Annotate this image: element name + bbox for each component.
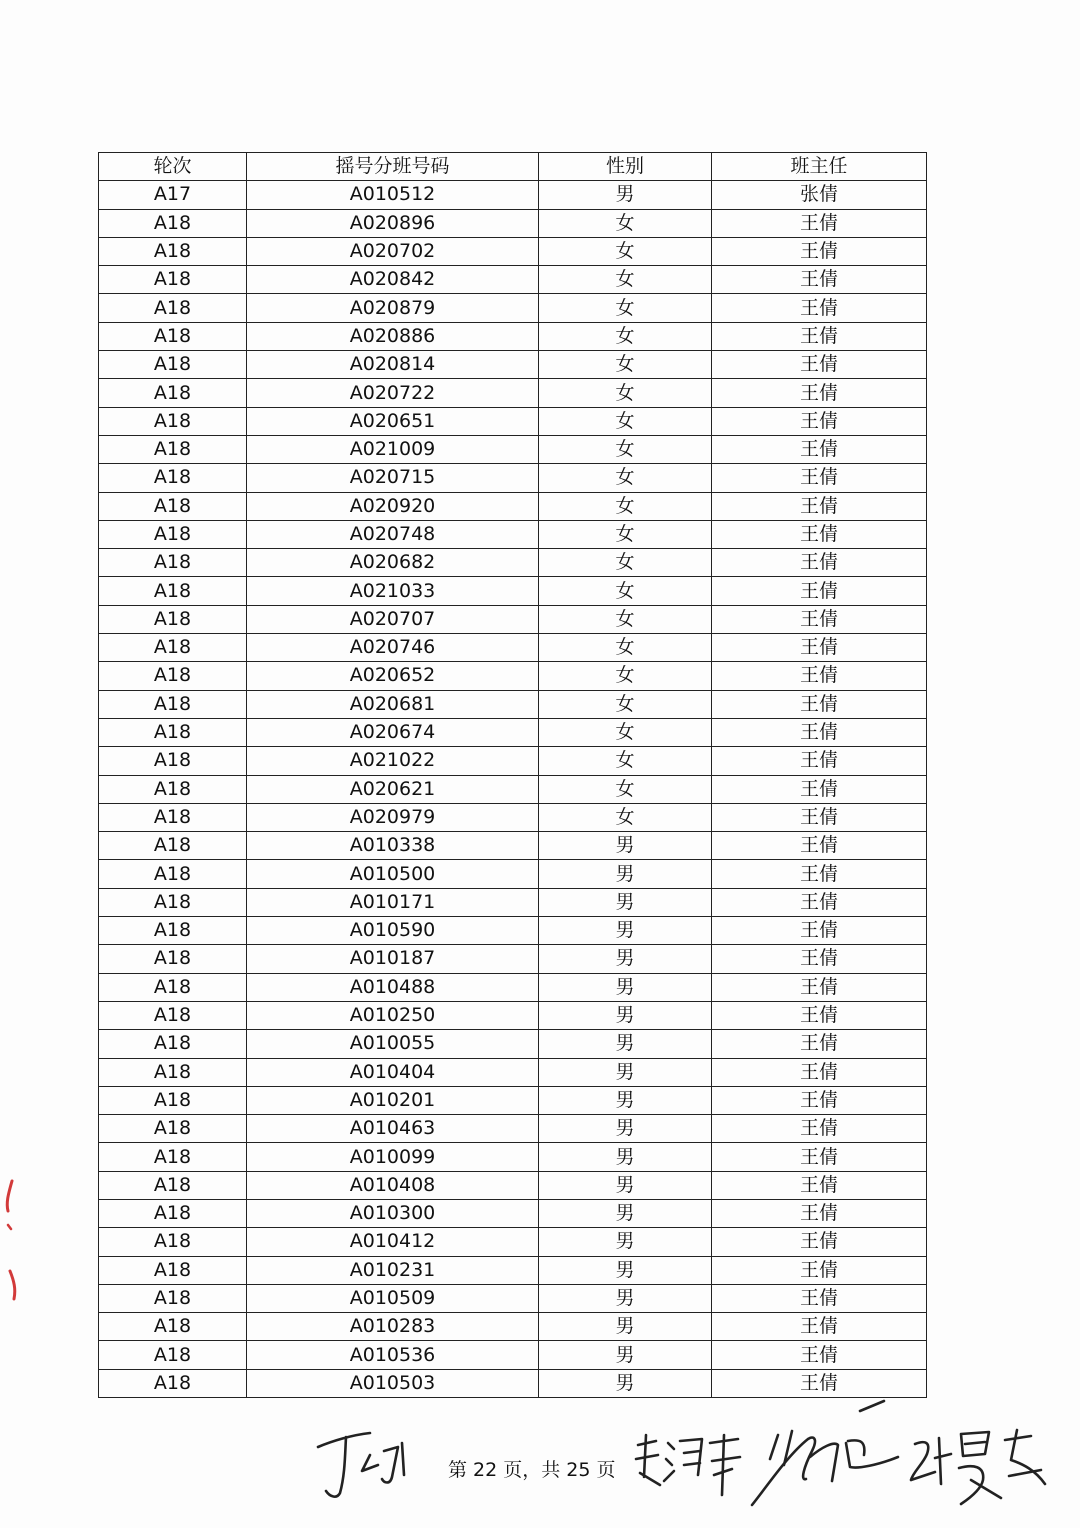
cell-lottery-number: A010250 bbox=[247, 1001, 539, 1029]
cell-gender: 女 bbox=[539, 775, 712, 803]
cell-head-teacher: 王倩 bbox=[712, 1030, 927, 1058]
cell-round: A18 bbox=[99, 973, 247, 1001]
cell-head-teacher: 王倩 bbox=[712, 1228, 927, 1256]
cell-gender: 男 bbox=[539, 945, 712, 973]
cell-gender: 男 bbox=[539, 1284, 712, 1312]
table-row bbox=[99, 1256, 927, 1284]
table-row bbox=[99, 690, 927, 718]
cell-lottery-number: A010404 bbox=[247, 1058, 539, 1086]
header-round: 轮次 bbox=[99, 153, 247, 181]
cell-round: A18 bbox=[99, 860, 247, 888]
page-number: 第 22 页，共 25 页 bbox=[448, 1459, 616, 1481]
cell-round: A18 bbox=[99, 492, 247, 520]
cell-lottery-number: A010408 bbox=[247, 1171, 539, 1199]
cell-head-teacher: 王倩 bbox=[712, 888, 927, 916]
cell-round: A18 bbox=[99, 945, 247, 973]
cell-lottery-number: A020722 bbox=[247, 379, 539, 407]
table-row bbox=[99, 294, 927, 322]
cell-head-teacher: 王倩 bbox=[712, 1001, 927, 1029]
cell-lottery-number: A020879 bbox=[247, 294, 539, 322]
cell-head-teacher: 王倩 bbox=[712, 775, 927, 803]
cell-round: A18 bbox=[99, 1115, 247, 1143]
cell-lottery-number: A021022 bbox=[247, 747, 539, 775]
cell-gender: 男 bbox=[539, 1143, 712, 1171]
handwritten-signature-1 bbox=[312, 1425, 432, 1505]
cell-lottery-number: A020707 bbox=[247, 605, 539, 633]
cell-round: A18 bbox=[99, 605, 247, 633]
cell-gender: 女 bbox=[539, 294, 712, 322]
table-row bbox=[99, 888, 927, 916]
cell-round: A18 bbox=[99, 464, 247, 492]
table-row bbox=[99, 1284, 927, 1312]
cell-head-teacher: 王倩 bbox=[712, 973, 927, 1001]
table-row bbox=[99, 718, 927, 746]
cell-lottery-number: A020814 bbox=[247, 351, 539, 379]
cell-lottery-number: A010509 bbox=[247, 1284, 539, 1312]
cell-round: A18 bbox=[99, 351, 247, 379]
table-row bbox=[99, 945, 927, 973]
cell-round: A18 bbox=[99, 1171, 247, 1199]
table-row bbox=[99, 435, 927, 463]
table-row bbox=[99, 379, 927, 407]
cell-head-teacher: 王倩 bbox=[712, 1086, 927, 1114]
cell-head-teacher: 王倩 bbox=[712, 803, 927, 831]
cell-gender: 男 bbox=[539, 1030, 712, 1058]
cell-round: A18 bbox=[99, 520, 247, 548]
table-row bbox=[99, 464, 927, 492]
cell-round: A18 bbox=[99, 1199, 247, 1227]
cell-lottery-number: A010503 bbox=[247, 1369, 539, 1397]
table-row bbox=[99, 1143, 927, 1171]
cell-lottery-number: A020896 bbox=[247, 209, 539, 237]
cell-head-teacher: 王倩 bbox=[712, 266, 927, 294]
cell-round: A18 bbox=[99, 1341, 247, 1369]
cell-gender: 女 bbox=[539, 690, 712, 718]
cell-lottery-number: A020886 bbox=[247, 322, 539, 350]
cell-gender: 女 bbox=[539, 492, 712, 520]
cell-head-teacher: 王倩 bbox=[712, 605, 927, 633]
table-row bbox=[99, 209, 927, 237]
cell-lottery-number: A021009 bbox=[247, 435, 539, 463]
cell-head-teacher: 王倩 bbox=[712, 1284, 927, 1312]
cell-round: A18 bbox=[99, 407, 247, 435]
handwritten-signature-4 bbox=[905, 1420, 1055, 1520]
table-row bbox=[99, 181, 927, 209]
cell-round: A18 bbox=[99, 662, 247, 690]
cell-round: A18 bbox=[99, 690, 247, 718]
cell-head-teacher: 王倩 bbox=[712, 464, 927, 492]
cell-round: A18 bbox=[99, 209, 247, 237]
class-assignment-table bbox=[98, 152, 927, 1398]
cell-round: A18 bbox=[99, 237, 247, 265]
cell-round: A18 bbox=[99, 1256, 247, 1284]
cell-head-teacher: 王倩 bbox=[712, 917, 927, 945]
cell-round: A18 bbox=[99, 1284, 247, 1312]
cell-gender: 女 bbox=[539, 322, 712, 350]
cell-lottery-number: A010488 bbox=[247, 973, 539, 1001]
cell-gender: 男 bbox=[539, 973, 712, 1001]
cell-head-teacher: 王倩 bbox=[712, 492, 927, 520]
cell-lottery-number: A010536 bbox=[247, 1341, 539, 1369]
cell-round: A18 bbox=[99, 1001, 247, 1029]
cell-lottery-number: A020920 bbox=[247, 492, 539, 520]
cell-gender: 男 bbox=[539, 1341, 712, 1369]
table-row bbox=[99, 520, 927, 548]
table-header-row bbox=[99, 153, 927, 181]
table-row bbox=[99, 775, 927, 803]
cell-round: A18 bbox=[99, 266, 247, 294]
cell-round: A18 bbox=[99, 549, 247, 577]
cell-gender: 男 bbox=[539, 1086, 712, 1114]
cell-gender: 女 bbox=[539, 747, 712, 775]
cell-lottery-number: A020621 bbox=[247, 775, 539, 803]
cell-gender: 男 bbox=[539, 1171, 712, 1199]
cell-gender: 男 bbox=[539, 888, 712, 916]
cell-gender: 女 bbox=[539, 209, 712, 237]
cell-round: A17 bbox=[99, 181, 247, 209]
cell-gender: 女 bbox=[539, 803, 712, 831]
table-row bbox=[99, 492, 927, 520]
cell-gender: 男 bbox=[539, 1199, 712, 1227]
cell-head-teacher: 王倩 bbox=[712, 1313, 927, 1341]
cell-lottery-number: A020651 bbox=[247, 407, 539, 435]
table-row bbox=[99, 266, 927, 294]
cell-head-teacher: 王倩 bbox=[712, 634, 927, 662]
cell-gender: 男 bbox=[539, 181, 712, 209]
cell-head-teacher: 王倩 bbox=[712, 690, 927, 718]
cell-head-teacher: 王倩 bbox=[712, 351, 927, 379]
cell-round: A18 bbox=[99, 1030, 247, 1058]
cell-lottery-number: A020702 bbox=[247, 237, 539, 265]
table-row bbox=[99, 662, 927, 690]
cell-gender: 男 bbox=[539, 1058, 712, 1086]
cell-lottery-number: A010187 bbox=[247, 945, 539, 973]
cell-lottery-number: A010500 bbox=[247, 860, 539, 888]
cell-head-teacher: 王倩 bbox=[712, 1115, 927, 1143]
cell-lottery-number: A020748 bbox=[247, 520, 539, 548]
cell-round: A18 bbox=[99, 634, 247, 662]
table-row bbox=[99, 832, 927, 860]
cell-lottery-number: A010283 bbox=[247, 1313, 539, 1341]
cell-head-teacher: 王倩 bbox=[712, 860, 927, 888]
cell-lottery-number: A010338 bbox=[247, 832, 539, 860]
cell-gender: 男 bbox=[539, 1115, 712, 1143]
cell-gender: 女 bbox=[539, 351, 712, 379]
table-row bbox=[99, 237, 927, 265]
cell-round: A18 bbox=[99, 1313, 247, 1341]
cell-lottery-number: A010055 bbox=[247, 1030, 539, 1058]
cell-lottery-number: A020715 bbox=[247, 464, 539, 492]
cell-gender: 女 bbox=[539, 549, 712, 577]
cell-lottery-number: A020979 bbox=[247, 803, 539, 831]
table-row bbox=[99, 407, 927, 435]
table-row bbox=[99, 803, 927, 831]
cell-round: A18 bbox=[99, 1143, 247, 1171]
table-row bbox=[99, 747, 927, 775]
header-head-teacher: 班主任 bbox=[712, 153, 927, 181]
cell-head-teacher: 王倩 bbox=[712, 1058, 927, 1086]
cell-gender: 女 bbox=[539, 379, 712, 407]
table-row bbox=[99, 860, 927, 888]
cell-round: A18 bbox=[99, 1228, 247, 1256]
cell-gender: 女 bbox=[539, 634, 712, 662]
cell-lottery-number: A020674 bbox=[247, 718, 539, 746]
cell-head-teacher: 王倩 bbox=[712, 520, 927, 548]
cell-head-teacher: 王倩 bbox=[712, 322, 927, 350]
cell-lottery-number: A010171 bbox=[247, 888, 539, 916]
cell-gender: 女 bbox=[539, 237, 712, 265]
cell-round: A18 bbox=[99, 888, 247, 916]
cell-head-teacher: 张倩 bbox=[712, 181, 927, 209]
cell-head-teacher: 王倩 bbox=[712, 832, 927, 860]
table-row bbox=[99, 1030, 927, 1058]
cell-head-teacher: 王倩 bbox=[712, 1341, 927, 1369]
cell-gender: 男 bbox=[539, 860, 712, 888]
cell-round: A18 bbox=[99, 1086, 247, 1114]
cell-lottery-number: A010463 bbox=[247, 1115, 539, 1143]
cell-lottery-number: A010412 bbox=[247, 1228, 539, 1256]
table-row bbox=[99, 1115, 927, 1143]
table-row bbox=[99, 577, 927, 605]
table-row bbox=[99, 1058, 927, 1086]
cell-round: A18 bbox=[99, 294, 247, 322]
cell-round: A18 bbox=[99, 718, 247, 746]
cell-head-teacher: 王倩 bbox=[712, 577, 927, 605]
cell-gender: 女 bbox=[539, 520, 712, 548]
table-row bbox=[99, 973, 927, 1001]
header-lottery-number: 摇号分班号码 bbox=[247, 153, 539, 181]
cell-lottery-number: A010590 bbox=[247, 917, 539, 945]
cell-gender: 女 bbox=[539, 266, 712, 294]
cell-head-teacher: 王倩 bbox=[712, 549, 927, 577]
table-row bbox=[99, 1369, 927, 1397]
table-row bbox=[99, 549, 927, 577]
cell-gender: 女 bbox=[539, 662, 712, 690]
cell-gender: 女 bbox=[539, 718, 712, 746]
handwritten-signature-3 bbox=[748, 1395, 918, 1515]
cell-gender: 男 bbox=[539, 1256, 712, 1284]
cell-head-teacher: 王倩 bbox=[712, 945, 927, 973]
cell-head-teacher: 王倩 bbox=[712, 662, 927, 690]
cell-lottery-number: A010099 bbox=[247, 1143, 539, 1171]
cell-lottery-number: A020746 bbox=[247, 634, 539, 662]
table-row bbox=[99, 1228, 927, 1256]
cell-gender: 女 bbox=[539, 577, 712, 605]
cell-gender: 男 bbox=[539, 832, 712, 860]
cell-head-teacher: 王倩 bbox=[712, 1143, 927, 1171]
table-body bbox=[99, 181, 927, 1398]
cell-head-teacher: 王倩 bbox=[712, 747, 927, 775]
table-row bbox=[99, 634, 927, 662]
cell-gender: 男 bbox=[539, 917, 712, 945]
table-row bbox=[99, 351, 927, 379]
cell-lottery-number: A020652 bbox=[247, 662, 539, 690]
cell-head-teacher: 王倩 bbox=[712, 435, 927, 463]
table-row bbox=[99, 1086, 927, 1114]
cell-lottery-number: A020681 bbox=[247, 690, 539, 718]
cell-lottery-number: A020682 bbox=[247, 549, 539, 577]
handwritten-signature-2 bbox=[628, 1425, 758, 1505]
cell-gender: 女 bbox=[539, 435, 712, 463]
table-row bbox=[99, 1001, 927, 1029]
cell-round: A18 bbox=[99, 322, 247, 350]
cell-round: A18 bbox=[99, 1369, 247, 1397]
table-row bbox=[99, 1341, 927, 1369]
cell-head-teacher: 王倩 bbox=[712, 294, 927, 322]
table-row bbox=[99, 1171, 927, 1199]
header-gender: 性别 bbox=[539, 153, 712, 181]
cell-round: A18 bbox=[99, 1058, 247, 1086]
cell-gender: 男 bbox=[539, 1313, 712, 1341]
table-row bbox=[99, 1199, 927, 1227]
table-row bbox=[99, 605, 927, 633]
cell-round: A18 bbox=[99, 832, 247, 860]
cell-gender: 女 bbox=[539, 605, 712, 633]
cell-round: A18 bbox=[99, 775, 247, 803]
cell-lottery-number: A021033 bbox=[247, 577, 539, 605]
table-row bbox=[99, 917, 927, 945]
cell-head-teacher: 王倩 bbox=[712, 379, 927, 407]
cell-lottery-number: A020842 bbox=[247, 266, 539, 294]
cell-gender: 女 bbox=[539, 464, 712, 492]
table-row bbox=[99, 1313, 927, 1341]
cell-lottery-number: A010201 bbox=[247, 1086, 539, 1114]
cell-lottery-number: A010512 bbox=[247, 181, 539, 209]
cell-head-teacher: 王倩 bbox=[712, 718, 927, 746]
cell-gender: 女 bbox=[539, 407, 712, 435]
stamp-edge-mark bbox=[2, 1175, 22, 1305]
cell-gender: 男 bbox=[539, 1369, 712, 1397]
cell-round: A18 bbox=[99, 803, 247, 831]
cell-round: A18 bbox=[99, 379, 247, 407]
cell-head-teacher: 王倩 bbox=[712, 1369, 927, 1397]
cell-head-teacher: 王倩 bbox=[712, 1256, 927, 1284]
cell-head-teacher: 王倩 bbox=[712, 237, 927, 265]
cell-head-teacher: 王倩 bbox=[712, 1171, 927, 1199]
table-row bbox=[99, 322, 927, 350]
cell-head-teacher: 王倩 bbox=[712, 209, 927, 237]
cell-round: A18 bbox=[99, 917, 247, 945]
cell-head-teacher: 王倩 bbox=[712, 1199, 927, 1227]
cell-gender: 男 bbox=[539, 1228, 712, 1256]
cell-head-teacher: 王倩 bbox=[712, 407, 927, 435]
cell-lottery-number: A010300 bbox=[247, 1199, 539, 1227]
cell-round: A18 bbox=[99, 747, 247, 775]
cell-lottery-number: A010231 bbox=[247, 1256, 539, 1284]
cell-gender: 男 bbox=[539, 1001, 712, 1029]
cell-round: A18 bbox=[99, 435, 247, 463]
cell-round: A18 bbox=[99, 577, 247, 605]
